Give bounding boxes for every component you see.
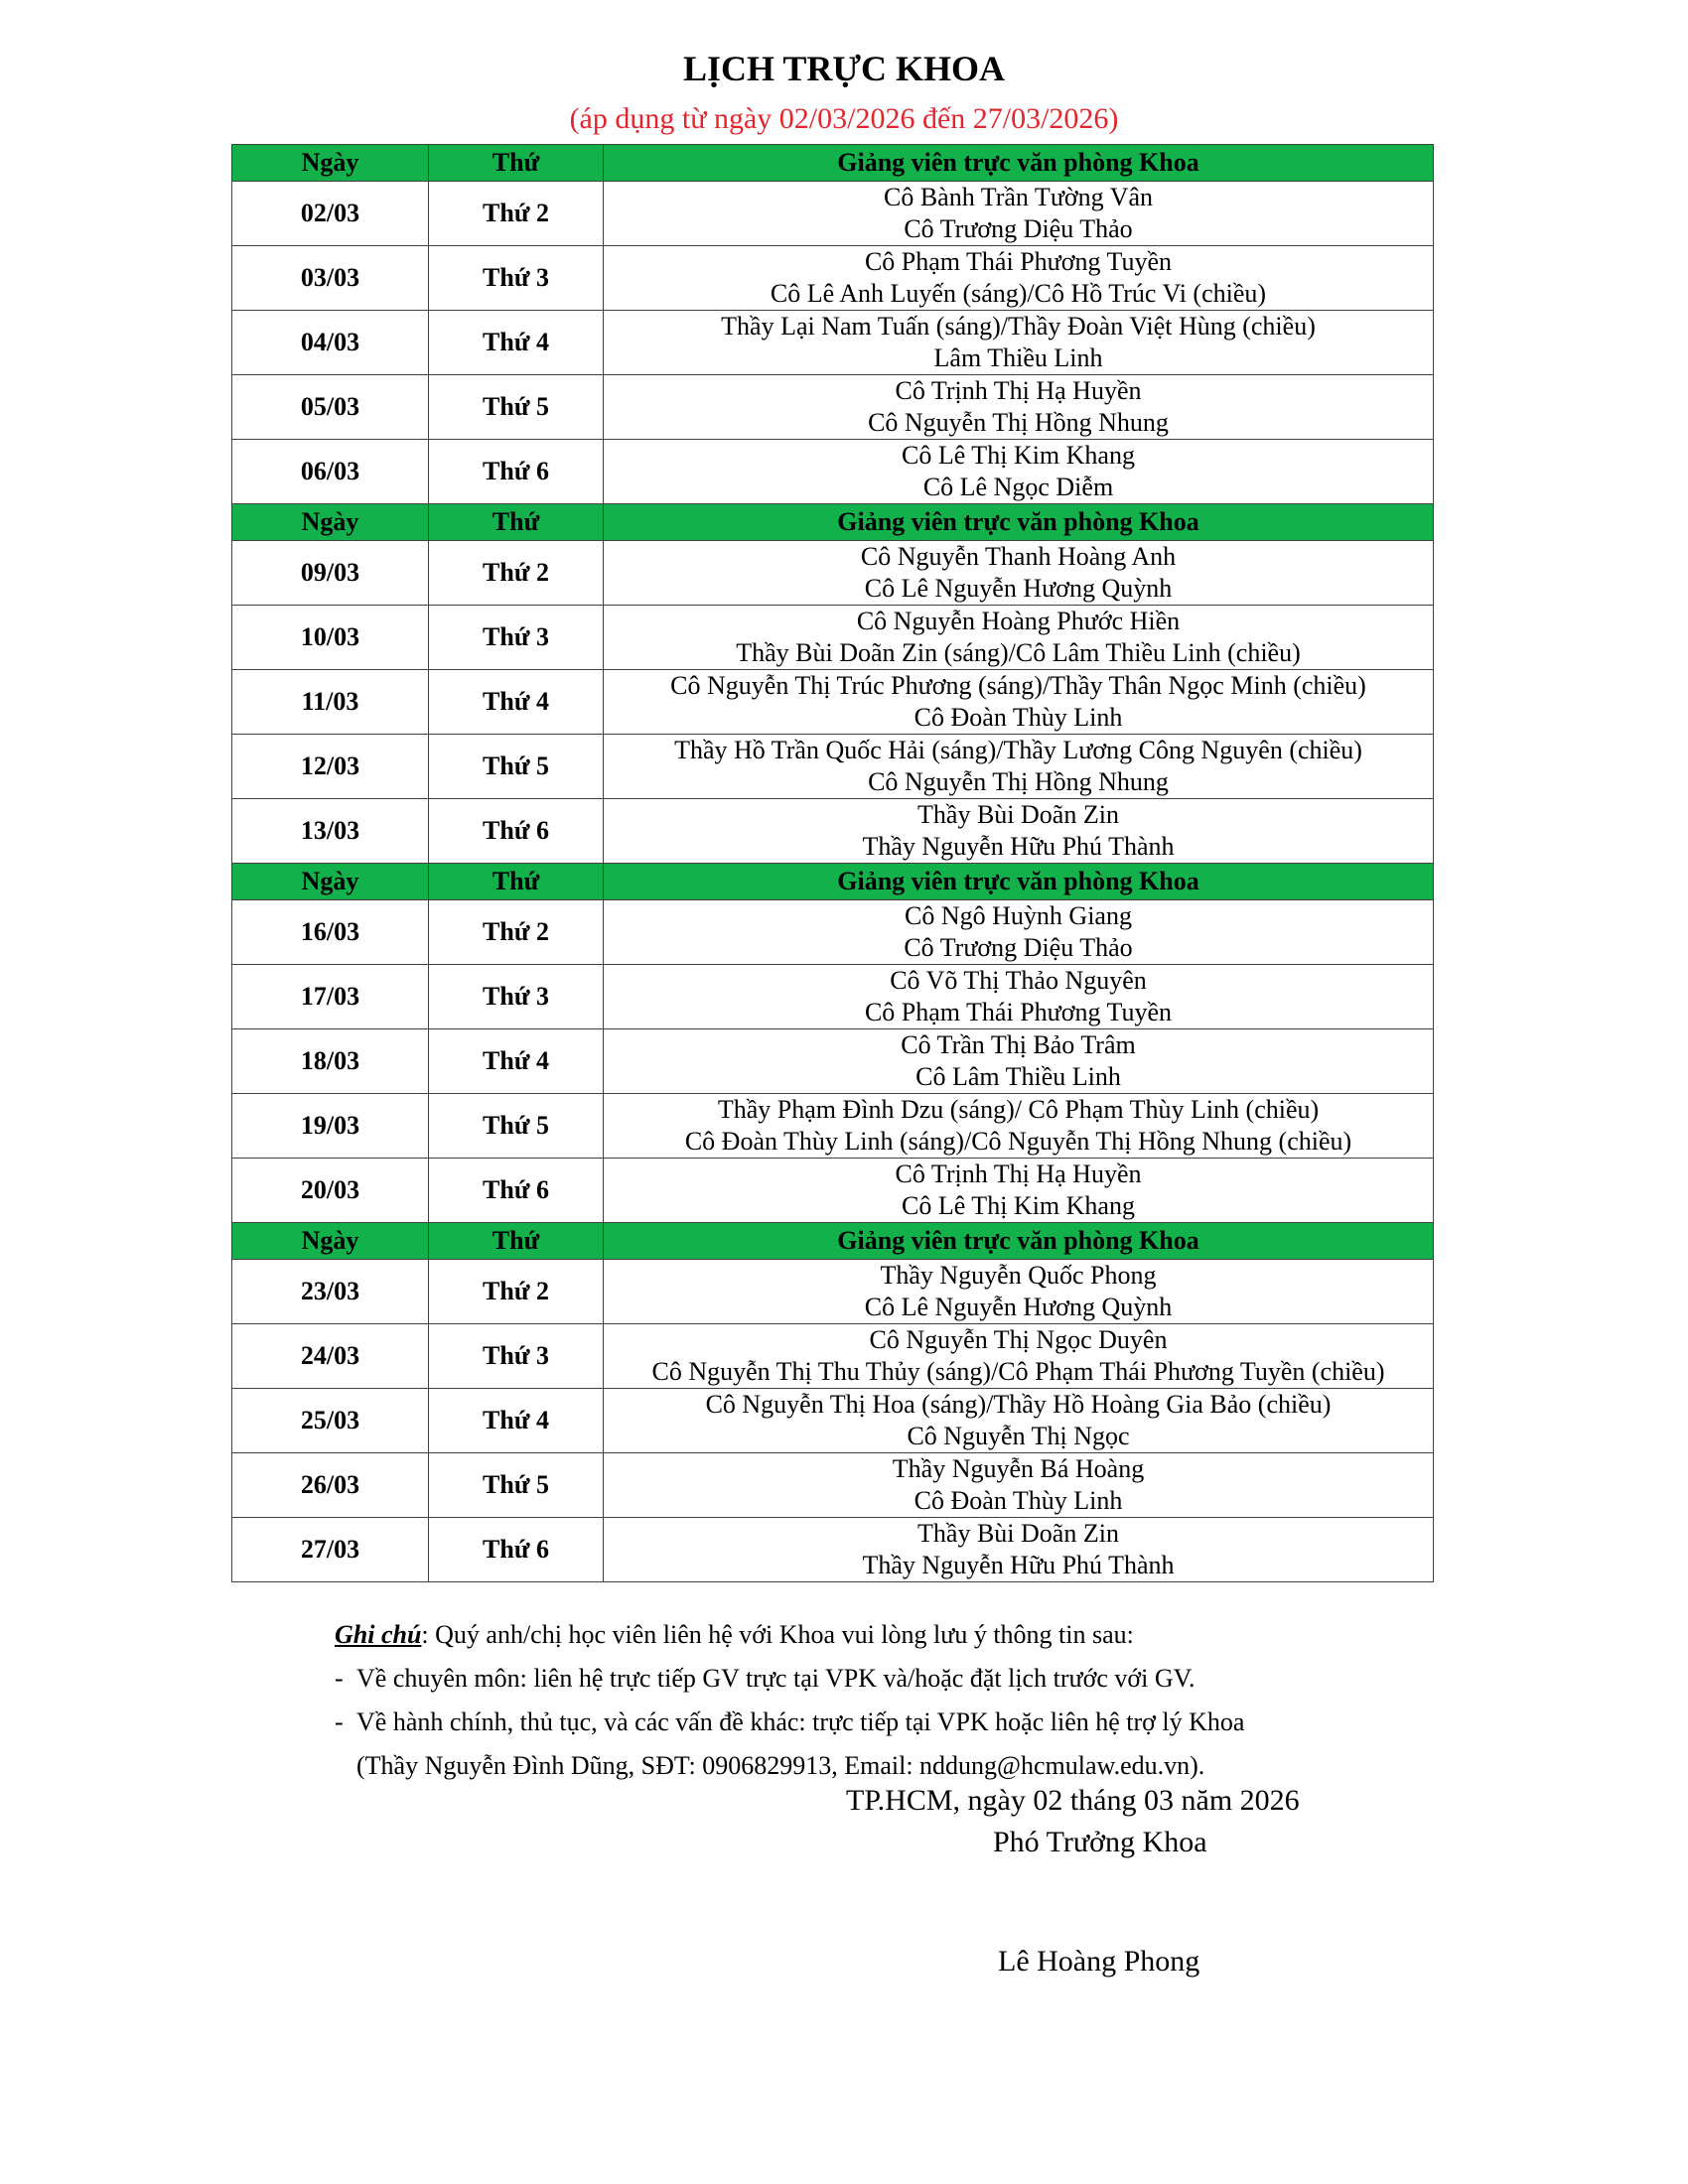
note-item-2-text: Về hành chính, thủ tục, và các vấn đề khác: trực tiếp tại VPK hoặc liên hệ trợ lý Khoa	[356, 1707, 1245, 1736]
lecturer-cell	[604, 965, 1434, 1029]
header-weekday: Thứ	[429, 504, 604, 541]
table-header-row	[232, 145, 1434, 182]
table-row	[232, 799, 1434, 864]
lecturer-cell	[604, 246, 1434, 311]
table-row	[232, 311, 1434, 375]
lecturer-cell	[604, 375, 1434, 440]
notes-label: Ghi chú	[335, 1620, 422, 1649]
date-cell: 20/03	[232, 1159, 429, 1223]
lecturer-line: Cô Nguyễn Thị Hồng Nhung	[868, 408, 1169, 437]
lecturer-cell	[604, 606, 1434, 670]
weekday-cell: Thứ 6	[429, 1518, 604, 1582]
date-cell: 05/03	[232, 375, 429, 440]
lecturer-line: Cô Nguyễn Thanh Hoàng Anh	[860, 542, 1177, 571]
lecturer-line: Cô Nguyễn Thị Ngọc	[907, 1422, 1130, 1450]
lecturer-cell	[604, 900, 1434, 965]
weekday-cell: Thứ 2	[429, 900, 604, 965]
date-cell: 23/03	[232, 1260, 429, 1324]
weekday-cell: Thứ 5	[429, 735, 604, 799]
place-date: TP.HCM, ngày 02 tháng 03 năm 2026	[846, 1784, 1300, 1817]
header-weekday: Thứ	[429, 1223, 604, 1260]
weekday-cell: Thứ 3	[429, 1324, 604, 1389]
page-subtitle: (áp dụng từ ngày 02/03/2026 đến 27/03/2026)	[569, 102, 1119, 135]
lecturer-cell	[604, 541, 1434, 606]
lecturer-line: Cô Đoàn Thùy Linh (sáng)/Cô Nguyễn Thị Hồng Nhung (chiều)	[684, 1127, 1352, 1156]
note-item-2: - Về hành chính, thủ tục, và các vấn đề khác: trực tiếp tại VPK hoặc liên hệ trợ lý Khoa (Thầy Nguyễn Đình Dũng, SĐT: 0906829913, Email: nddung@hcmulaw.edu.vn).	[335, 1701, 1477, 1788]
weekday-cell: Thứ 4	[429, 1029, 604, 1094]
table-row	[232, 670, 1434, 735]
lecturer-line: Cô Lê Thị Kim Khang	[902, 441, 1135, 470]
duty-schedule-table	[231, 144, 1434, 1582]
weekday-cell: Thứ 6	[429, 440, 604, 504]
table-row	[232, 900, 1434, 965]
lecturer-cell	[604, 799, 1434, 864]
lecturer-line: Thầy Bùi Doãn Zin	[917, 800, 1119, 829]
table-row	[232, 246, 1434, 311]
lecturer-line: Cô Phạm Thái Phương Tuyền	[864, 998, 1173, 1026]
lecturer-cell	[604, 1518, 1434, 1582]
lecturer-line: Thầy Hồ Trần Quốc Hải (sáng)/Thầy Lương Công Nguyên (chiều)	[674, 736, 1362, 764]
header-lecturer: Giảng viên trực văn phòng Khoa	[604, 504, 1434, 541]
lecturer-line: Cô Lê Ngọc Diễm	[922, 473, 1114, 501]
lecturer-cell	[604, 1094, 1434, 1159]
lecturer-line: Cô Nguyễn Hoàng Phước Hiền	[856, 607, 1181, 635]
table-row	[232, 375, 1434, 440]
date-cell: 19/03	[232, 1094, 429, 1159]
lecturer-line: Cô Trương Diệu Thảo	[904, 214, 1133, 243]
lecturer-cell	[604, 1389, 1434, 1453]
lecturer-line: Cô Ngô Huỳnh Giang	[905, 901, 1132, 930]
lecturer-line: Cô Đoàn Thùy Linh	[914, 1486, 1123, 1515]
date-cell: 03/03	[232, 246, 429, 311]
weekday-cell: Thứ 4	[429, 311, 604, 375]
lecturer-line: Cô Đoàn Thùy Linh	[914, 703, 1123, 732]
lecturer-cell	[604, 670, 1434, 735]
page-title: LỊCH TRỰC KHOA	[682, 49, 1006, 88]
date-cell: 27/03	[232, 1518, 429, 1582]
notes-section	[335, 1613, 1477, 1788]
lecturer-line: Thầy Nguyễn Quốc Phong	[880, 1261, 1157, 1290]
header-date: Ngày	[232, 145, 429, 182]
lecturer-line: Thầy Bùi Doãn Zin (sáng)/Cô Lâm Thiều Linh (chiều)	[736, 638, 1301, 667]
header-weekday: Thứ	[429, 145, 604, 182]
table-row	[232, 606, 1434, 670]
date-cell: 04/03	[232, 311, 429, 375]
date-cell: 25/03	[232, 1389, 429, 1453]
lecturer-line: Cô Trương Diệu Thảo	[904, 933, 1133, 962]
table-row	[232, 1453, 1434, 1518]
lecturer-line: Thầy Nguyễn Hữu Phú Thành	[862, 1551, 1175, 1579]
lecturer-line: Cô Phạm Thái Phương Tuyền	[864, 247, 1173, 276]
date-cell: 17/03	[232, 965, 429, 1029]
date-cell: 06/03	[232, 440, 429, 504]
weekday-cell: Thứ 2	[429, 1260, 604, 1324]
header-date: Ngày	[232, 864, 429, 900]
lecturer-line: Cô Nguyễn Thị Hoa (sáng)/Thầy Hồ Hoàng Gia Bảo (chiều)	[705, 1390, 1332, 1419]
lecturer-line: Cô Nguyễn Thị Thu Thủy (sáng)/Cô Phạm Thái Phương Tuyền (chiều)	[651, 1357, 1385, 1386]
lecturer-cell	[604, 735, 1434, 799]
lecturer-line: Lâm Thiều Linh	[933, 343, 1103, 372]
date-cell: 16/03	[232, 900, 429, 965]
note-item-1-text: Về chuyên môn: liên hệ trực tiếp GV trực tại VPK và/hoặc đặt lịch trước với GV.	[356, 1664, 1196, 1693]
lecturer-line: Thầy Bùi Doãn Zin	[917, 1519, 1119, 1548]
lecturer-line: Thầy Nguyễn Hữu Phú Thành	[862, 832, 1175, 861]
lecturer-cell	[604, 1260, 1434, 1324]
lecturer-line: Thầy Nguyễn Bá Hoàng	[892, 1454, 1145, 1483]
weekday-cell: Thứ 2	[429, 541, 604, 606]
table-row	[232, 1260, 1434, 1324]
lecturer-line: Thầy Phạm Đình Dzu (sáng)/ Cô Phạm Thùy Linh (chiều)	[717, 1095, 1320, 1124]
lecturer-cell	[604, 440, 1434, 504]
date-cell: 12/03	[232, 735, 429, 799]
weekday-cell: Thứ 3	[429, 965, 604, 1029]
header-lecturer: Giảng viên trực văn phòng Khoa	[604, 864, 1434, 900]
note-item-2-contact: (Thầy Nguyễn Đình Dũng, SĐT: 0906829913, Email: nddung@hcmulaw.edu.vn).	[356, 1751, 1205, 1780]
weekday-cell: Thứ 4	[429, 670, 604, 735]
weekday-cell: Thứ 5	[429, 1453, 604, 1518]
header-lecturer: Giảng viên trực văn phòng Khoa	[604, 1223, 1434, 1260]
lecturer-cell	[604, 311, 1434, 375]
signer-name: Lê Hoàng Phong	[998, 1945, 1200, 1978]
table-row	[232, 440, 1434, 504]
table-row	[232, 1389, 1434, 1453]
weekday-cell: Thứ 3	[429, 246, 604, 311]
header-date: Ngày	[232, 504, 429, 541]
date-cell: 18/03	[232, 1029, 429, 1094]
weekday-cell: Thứ 5	[429, 1094, 604, 1159]
date-cell: 24/03	[232, 1324, 429, 1389]
table-header-row	[232, 504, 1434, 541]
lecturer-cell	[604, 182, 1434, 246]
table-header-row	[232, 1223, 1434, 1260]
table-row	[232, 1094, 1434, 1159]
lecturer-line: Cô Lê Thị Kim Khang	[902, 1191, 1135, 1220]
table-row	[232, 182, 1434, 246]
table-row	[232, 541, 1434, 606]
table-row	[232, 1324, 1434, 1389]
lecturer-line: Cô Lê Nguyễn Hương Quỳnh	[864, 1293, 1173, 1321]
header-weekday: Thứ	[429, 864, 604, 900]
date-cell: 10/03	[232, 606, 429, 670]
date-cell: 11/03	[232, 670, 429, 735]
weekday-cell: Thứ 5	[429, 375, 604, 440]
table-row	[232, 1518, 1434, 1582]
lecturer-line: Cô Trần Thị Bảo Trâm	[901, 1030, 1136, 1059]
header-date: Ngày	[232, 1223, 429, 1260]
weekday-cell: Thứ 6	[429, 1159, 604, 1223]
notes-intro-text: : Quý anh/chị học viên liên hệ với Khoa vui lòng lưu ý thông tin sau:	[421, 1620, 1134, 1649]
weekday-cell: Thứ 3	[429, 606, 604, 670]
lecturer-line: Thầy Lại Nam Tuấn (sáng)/Thầy Đoàn Việt Hùng (chiều)	[721, 312, 1316, 341]
lecturer-line: Cô Nguyễn Thị Trúc Phương (sáng)/Thầy Thân Ngọc Minh (chiều)	[670, 671, 1366, 700]
date-cell: 13/03	[232, 799, 429, 864]
table-row	[232, 1159, 1434, 1223]
date-cell: 26/03	[232, 1453, 429, 1518]
date-cell: 02/03	[232, 182, 429, 246]
table-row	[232, 735, 1434, 799]
lecturer-cell	[604, 1453, 1434, 1518]
date-cell: 09/03	[232, 541, 429, 606]
lecturer-line: Cô Trịnh Thị Hạ Huyền	[895, 376, 1142, 405]
lecturer-line: Cô Bành Trần Tường Vân	[883, 183, 1154, 211]
lecturer-line: Cô Lê Nguyễn Hương Quỳnh	[864, 574, 1173, 603]
lecturer-line: Cô Võ Thị Thảo Nguyên	[890, 966, 1147, 995]
lecturer-cell	[604, 1324, 1434, 1389]
table-row	[232, 1029, 1434, 1094]
table-header-row	[232, 864, 1434, 900]
lecturer-line: Cô Nguyễn Thị Hồng Nhung	[868, 767, 1169, 796]
note-item-1: - Về chuyên môn: liên hệ trực tiếp GV trực tại VPK và/hoặc đặt lịch trước với GV.	[335, 1664, 1196, 1693]
table-row	[232, 965, 1434, 1029]
weekday-cell: Thứ 4	[429, 1389, 604, 1453]
signer-position: Phó Trưởng Khoa	[993, 1826, 1207, 1858]
weekday-cell: Thứ 6	[429, 799, 604, 864]
lecturer-line: Cô Trịnh Thị Hạ Huyền	[895, 1160, 1142, 1188]
lecturer-line: Cô Nguyễn Thị Ngọc Duyên	[869, 1325, 1168, 1354]
lecturer-line: Cô Lâm Thiều Linh	[915, 1062, 1121, 1091]
lecturer-cell	[604, 1159, 1434, 1223]
lecturer-line: Cô Lê Anh Luyến (sáng)/Cô Hồ Trúc Vi (chiều)	[770, 279, 1267, 308]
weekday-cell: Thứ 2	[429, 182, 604, 246]
header-lecturer: Giảng viên trực văn phòng Khoa	[604, 145, 1434, 182]
notes-intro	[335, 1613, 1477, 1657]
lecturer-cell	[604, 1029, 1434, 1094]
